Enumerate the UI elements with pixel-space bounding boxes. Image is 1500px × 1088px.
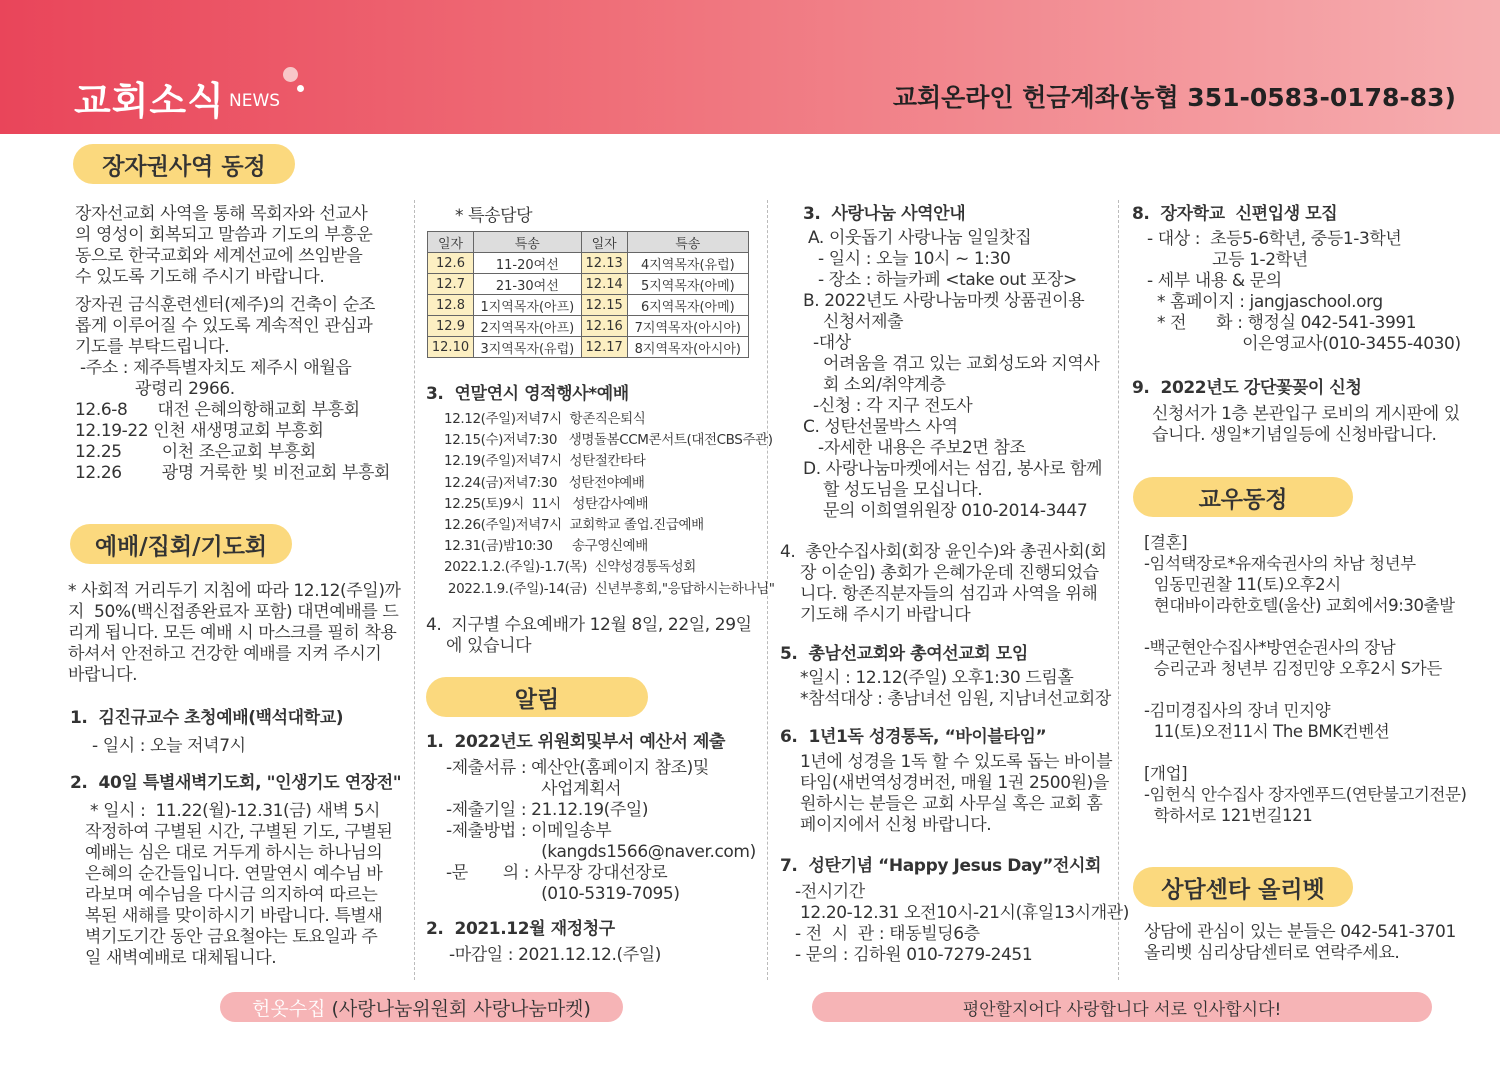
table-row	[428, 253, 749, 274]
table-cell: 4지역목자(유럽)	[627, 253, 748, 274]
worship-item2-body: * 일시 : 11.22(월)-12.31(금) 새벽 5시 작정하여 구별된 시간, 구별된 기도, 구별된 예배는 심은 대로 거두게 하시는 하나님의 은혜의 순간들입니다. 연말연시 예수님 바 라보며 예수님을 다시금 의지하여 따르는 복된 새해를 맞이하시기 바랍니다. 특별새 벽기도기간 동안 금요철야는 토요일과 주 일 새벽예배로 대체됩니다.	[85, 801, 393, 968]
table-cell-date: 12.8	[428, 295, 474, 316]
table-cell-date: 12.6	[428, 253, 474, 274]
section-notice: 알림	[426, 677, 648, 717]
table-cell-date: 12.15	[581, 295, 627, 316]
table-row	[428, 316, 749, 337]
table-cell: 2지역목자(아프)	[474, 316, 582, 337]
table-cell-date: 12.17	[581, 337, 627, 358]
special-song-title: * 특송담당	[455, 206, 533, 226]
events-list: 12.12(주일)저녁7시 항존직은퇴식 12.15(수)저녁7:30 생명돌봄CCM콘서트(대전CBS주관) 12.19(주일)저녁7시 성탄절칸타타 12.24(금)저녁7:30 성탄전야예배 12.25(토)9시 11시 성탄감사예배 12.26(주일)저녁7시 교회학교 졸업.진급예배 12.31(금)밤10:30 송구영신예배 2022.1.2.(주일)-1.7(목) 신약성경통독성회 2022.1.9.(주일)-14(금) 신년부흥회,"응답하시는하나님"	[444, 411, 775, 597]
table-row	[428, 295, 749, 316]
table-cell-date: 12.9	[428, 316, 474, 337]
decorative-dot-icon	[283, 67, 298, 82]
section-jangjagwon: 장자권사역 동정	[73, 144, 295, 184]
column-divider	[414, 200, 415, 980]
flower-apply-body: 신청서가 1층 본관입구 로비의 게시판에 있 습니다. 생일*기념일등에 신청바랍니다.	[1152, 404, 1460, 445]
bible-time-body: 1년에 성경을 1독 할 수 있도록 돕는 바이블 타임(새번역성경버전, 매월 1권 2500원)을 원하시는 분들은 교회 사무실 혹은 교회 홈 페이지에서 신청 바랍니다.	[800, 752, 1113, 835]
table-cell: 3지역목자(유럽)	[474, 337, 582, 358]
counsel-body: 상담에 관심이 있는 분들은 042-541-3701 올리벳 심리상담센터로 연락주세요.	[1144, 922, 1456, 963]
table-cell: 1지역목자(아프)	[474, 295, 582, 316]
table-cell: 21-30여선	[474, 274, 582, 295]
section-counsel: 상담센타 올리벳	[1133, 867, 1353, 907]
table-cell: 6지역목자(아메)	[627, 295, 748, 316]
table-cell: 7지역목자(아시아)	[627, 316, 748, 337]
footer-highlight: 헌옷수집	[252, 997, 326, 1020]
members-news: [결혼] -임석택장로*유재숙권사의 차남 청년부 임동민권찰 11(토)오후2시 현대바이라한호텔(울산) 교회에서9:30출발 -백군현안수집사*방연순권사의 장남 승리군과 청년부 김정민양 오후2시 S가든 -김미경집사의 장녀 민지양 11(토)오전11시 The BMK컨벤션 [개업] -임헌식 안수집사 장자엔푸드(연탄불고기전문) 학하서로 121번길121	[1144, 533, 1467, 825]
jangjagwon-schedule: 장자권 금식훈련센터(제주)의 건축이 순조 롭게 이루어질 수 있도록 계속적인 관심과 기도를 부탁드립니다. -주소 : 제주특별자치도 제주시 애월읍 광령리 2966. 12.6-8 대전 은혜의항해교회 부흥회 12.19-22 인천 새생명교회 부흥회 12.25 이천 조은교회 부흥회 12.26 광명 거룩한 빛 비전교회 부흥회	[75, 295, 390, 483]
column-divider	[1118, 200, 1119, 980]
header-banner	[0, 0, 1500, 134]
love-sharing-title: 3. 사랑나눔 사역안내	[803, 204, 966, 224]
table-cell-date: 12.7	[428, 274, 474, 295]
worship-item1-body: - 일시 : 오늘 저녁7시	[92, 736, 246, 756]
notice2-title: 2. 2021.12월 재정청구	[426, 919, 615, 939]
table-header: 일자	[428, 232, 474, 253]
table-cell-date: 12.14	[581, 274, 627, 295]
school-recruit-body: - 대상 : 초등5-6학년, 중등1-3학년 고등 1-2학년 - 세부 내용 & 문의 * 홈페이지 : jangjaschool.org * 전 화 : 행정실 042-541-3991 이은영교사(010-3455-4030)	[1147, 229, 1461, 354]
table-cell-date: 12.13	[581, 253, 627, 274]
events-title: 3. 연말연시 영적행사*예배	[426, 384, 629, 404]
footer-greeting: 평안할지어다 사랑합니다 서로 인사합시다!	[812, 992, 1432, 1022]
table-cell: 8지역목자(아시아)	[627, 337, 748, 358]
notice2-body: -마감일 : 2021.12.12.(주일)	[444, 945, 661, 965]
table-row	[428, 274, 749, 295]
worship-item2-title: 2. 40일 특별새벽기도회, "인생기도 연장전"	[70, 773, 402, 793]
worship-guideline: * 사회적 거리두기 지침에 따라 12.12(주일)까 지 50%(백신접종완료자 포함) 대면예배를 드 리게 됩니다. 모든 예배 시 마스크를 필히 착용 하셔서 안전하고 건강한 예배를 지켜 주시기 바랍니다.	[68, 581, 401, 685]
exhibition-body: -전시기간 12.20-12.31 오전10시-21시(휴일13시개관) - 전 시 관 : 태동빌딩6층 - 문의 : 김하원 010-7279-2451	[795, 882, 1129, 965]
notice1-title: 1. 2022년도 위원회및부서 예산서 제출	[426, 732, 726, 752]
table-header: 특송	[474, 232, 582, 253]
table-header: 특송	[627, 232, 748, 253]
page-title: 교회소식	[74, 79, 225, 123]
footer-left-text: (사랑나눔위원회 사랑나눔마켓)	[331, 997, 591, 1020]
flower-apply-title: 9. 2022년도 강단꽃꽂이 신청	[1132, 378, 1362, 398]
jangjagwon-intro: 장자선교회 사역을 통해 목회자와 선교사 의 영성이 회복되고 말씀과 기도의 부흥운 동으로 한국교회와 세계선교에 쓰임받을 수 있도록 기도해 주시기 바랍니다.	[75, 204, 373, 287]
love-sharing-body: A. 이웃돕기 사랑나눔 일일찻집 - 일시 : 오늘 10시 ~ 1:30 - 장소 : 하늘카페 <take out 포장> B. 2022년도 사랑나눔마켓 상품권이용 신청서제출 -대상 어려움을 겪고 있는 교회성도와 지역사 회 소외/취약계층 -신청 : 각 지구 전도사 C. 성탄선물박스 사역 -자세한 내용은 주보2면 참조 D. 사랑나눔마켓에서는 섬김, 봉사로 함께 할 성도님을 모십니다. 문의 이희열위원장 010-2014-3447	[803, 228, 1103, 521]
general-assembly-note: 4. 총안수집사회(회장 윤인수)와 총권사회(회 장 이순임) 총회가 은혜가운데 진행되었습 니다. 항존직분자들의 섬김과 사역을 위해 기도해 주시기 바랍니다	[780, 542, 1107, 625]
table-cell-date: 12.16	[581, 316, 627, 337]
table-row	[428, 337, 749, 358]
section-worship: 예배/집회/기도회	[70, 524, 292, 564]
table-cell: 5지역목자(아메)	[627, 274, 748, 295]
notice1-body: -제출서류 : 예산안(홈페이지 참조)및 사업계획서 -제출기일 : 21.12.19(주일) -제출방법 : 이메일송부 (kangds1566@naver.com) -문 의 : 사무장 강대선장로 (010-5319-7095)	[446, 758, 756, 904]
school-recruit-title: 8. 장자학교 신편입생 모집	[1132, 204, 1338, 224]
special-song-table	[427, 231, 749, 358]
footer-clothes-collection	[220, 992, 623, 1022]
table-cell-date: 12.10	[428, 337, 474, 358]
mission-meeting-title: 5. 총남선교회와 총여선교회 모임	[780, 644, 1028, 664]
decorative-dot-small-icon	[297, 85, 304, 92]
bible-time-title: 6. 1년1독 성경통독, “바이블타임”	[780, 727, 1047, 747]
table-header: 일자	[581, 232, 627, 253]
section-members: 교우동정	[1133, 477, 1353, 517]
worship-item1-title: 1. 김진규교수 초청예배(백석대학교)	[70, 708, 344, 728]
mission-meeting-body: *일시 : 12.12(주일) 오후1:30 드림홀 *참석대상 : 총남녀선 임원, 지남녀선교회장	[800, 668, 1111, 709]
table-cell: 11-20여선	[474, 253, 582, 274]
wednesday-worship: 4. 지구별 수요예배가 12월 8일, 22일, 29일 에 있습니다	[426, 615, 752, 656]
page-subtitle: NEWS	[229, 91, 281, 111]
table-header-row	[428, 232, 749, 253]
offering-account: 교회온라인 헌금계좌(농협 351-0583-0178-83)	[892, 83, 1456, 112]
exhibition-title: 7. 성탄기념 “Happy Jesus Day”전시회	[780, 856, 1102, 876]
